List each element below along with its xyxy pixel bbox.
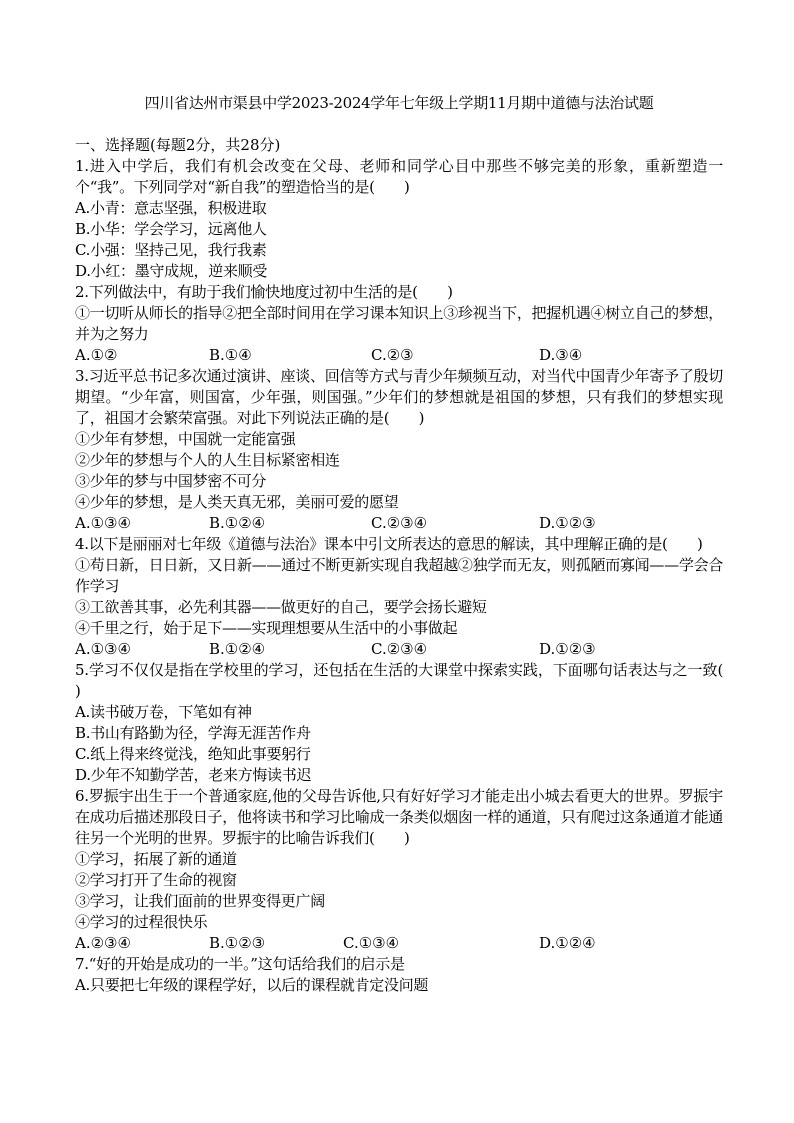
question-3-option-b: B.①②④ [209,514,266,532]
question-6-stem: 6.罗振宇出生于一个普通家庭,他的父母告诉他,只有好好学习才能走出小城去看更大的世界。罗振宇在成功后描述那段日子，他将读书和学习比喻成一条类似烟囱一样的通道，只有爬过这条通道才能通往另一个光明的世界。罗振宇的比喻告诉我们( ) [75,787,723,847]
question-2-option-d: D.③④ [539,346,583,364]
question-7-stem: 7.“好的开始是成功的一半。”这句话给我们的启示是 [75,955,405,973]
question-2-option-b: B.①④ [209,346,252,364]
question-3-option-a: A.①③④ [75,514,131,532]
question-4-item-3: ④千里之行，始于足下——实现理想要从生活中的小事做起 [75,619,458,637]
question-3-option-c: C.②③④ [371,514,428,532]
question-2-options [75,345,723,366]
question-6-options [75,933,723,954]
question-4-item-2: ③工欲善其事，必先利其器——做更好的自己，要学会扬长避短 [75,598,487,616]
question-1-option-b: B.小华：学会学习，远离他人 [75,220,267,238]
question-1-option-a: A.小青：意志坚强，积极进取 [75,199,267,217]
question-6-item-4: ④学习的过程很快乐 [75,913,208,931]
question-4-item-1: ①苟日新，日日新，又日新——通过不断更新实现自我超越②独学而无友，则孤陋而寡闻——学会合作学习 [75,556,723,595]
question-1-option-d: D.小红：墨守成规，逆来顺受 [75,262,268,280]
question-6-item-2: ②学习打开了生命的视窗 [75,871,237,889]
question-3-item-3: ③少年的梦与中国梦密不可分 [75,472,267,490]
question-4-options [75,639,723,660]
question-6-option-b: B.①②③ [209,934,266,952]
question-2-items: ①一切听从师长的指导②把全部时间用在学习课本知识上③珍视当下，把握机遇④树立自己的梦想，并为之努力 [75,304,723,343]
question-6-option-a: A.②③④ [75,934,131,952]
exam-page [75,93,753,996]
question-3-options [75,513,723,534]
question-5-option-d: D.少年不知勤学苦，老来方悔读书迟 [75,766,312,784]
question-6-item-1: ①学习，拓展了新的通道 [75,850,237,868]
question-5-option-c: C.纸上得来终觉浅，绝知此事要躬行 [75,745,311,763]
question-1-option-c: C.小强：坚持己见，我行我素 [75,241,267,259]
question-1-stem: 1.进入中学后，我们有机会改变在父母、老师和同学心目中那些不够完美的形象，重新塑造一个“我”。下列同学对“新自我”的塑造恰当的是( ) [75,157,723,196]
question-6-item-3: ③学习，让我们面前的世界变得更广阔 [75,892,325,910]
question-4-option-d: D.①②③ [539,640,596,658]
question-2-option-a: A.①② [75,346,118,364]
question-5-stem: 5.学习不仅仅是指在学校里的学习，还包括在生活的大课堂中探索实践，下面哪句话表达与之一致( ) [75,661,753,700]
question-3-item-1: ①少年有梦想，中国就一定能富强 [75,430,296,448]
question-4-option-c: C.②③④ [371,640,428,658]
question-3-option-d: D.①②③ [539,514,596,532]
question-6-option-d: D.①②④ [539,934,596,952]
question-7-option-a: A.只要把七年级的课程学好，以后的课程就肯定没问题 [75,976,429,994]
question-6-option-c: C.①③④ [343,934,400,952]
question-2-stem: 2.下列做法中，有助于我们愉快地度过初中生活的是( ) [75,283,453,301]
question-3-stem: 3.习近平总书记多次通过演讲、座谈、回信等方式与青少年频频互动，对当代中国青少年寄予了殷切期望。“少年富，则国富，少年强，则国强。”少年们的梦想就是祖国的梦想，只有我们的梦想实现了，祖国才会繁荣富强。对此下列说法正确的是( ) [75,367,723,427]
question-5-option-b: B.书山有路勤为径，学海无涯苦作舟 [75,724,311,742]
question-3-item-4: ④少年的梦想，是人类天真无邪，美丽可爱的愿望 [75,493,399,511]
section-heading: 一、选择题(每题2分，共28分) [75,136,281,154]
question-4-stem: 4.以下是丽丽对七年级《道德与法治》课本中引文所表达的意思的解读，其中理解正确的是( ) [75,535,703,553]
question-5-option-a: A.读书破万卷，下笔如有神 [75,703,252,721]
question-4-option-a: A.①③④ [75,640,131,658]
question-3-item-2: ②少年的梦想与个人的人生目标紧密相连 [75,451,340,469]
question-4-option-b: B.①②④ [209,640,266,658]
page-title: 四川省达州市渠县中学2023-2024学年七年级上学期11月期中道德与法治试题 [144,94,654,112]
question-2-option-c: C.②③ [371,346,414,364]
